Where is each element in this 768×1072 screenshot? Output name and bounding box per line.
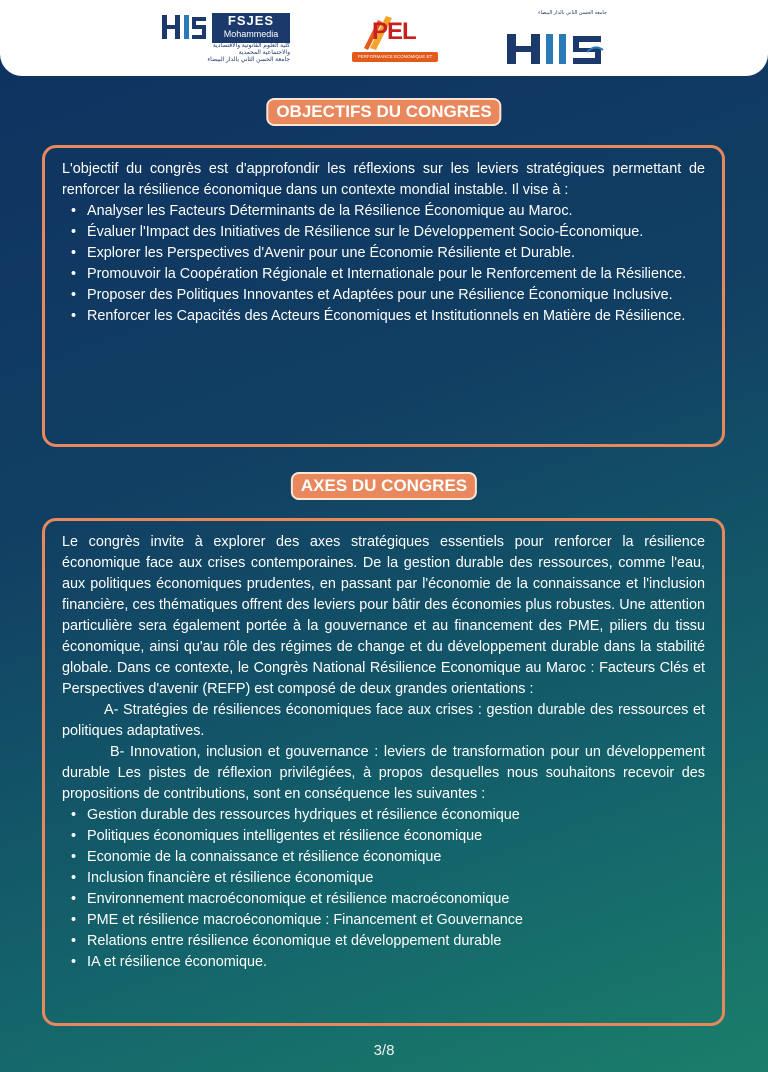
fsjes-emblem-icon xyxy=(162,13,208,41)
page-number: 3/8 xyxy=(373,1042,395,1059)
bullet-icon: • xyxy=(71,849,77,865)
list-item xyxy=(62,847,705,868)
axes-list xyxy=(62,805,705,973)
list-item-text: Economie de la connaissance et résilience économique xyxy=(87,849,442,865)
list-item-text: Environnement macroéconomique et résilience macroéconomique xyxy=(87,891,510,907)
list-item xyxy=(62,201,705,222)
list-item xyxy=(62,222,705,243)
header-logo-bar xyxy=(0,0,768,76)
pel-name: PEL xyxy=(372,18,416,45)
objectifs-title: OBJECTIFS DU CONGRES xyxy=(266,98,501,126)
bullet-icon: • xyxy=(71,933,77,949)
list-item-text: Explorer les Perspectives d'Avenir pour une Économie Résiliente et Durable. xyxy=(87,245,576,261)
bullet-icon: • xyxy=(71,224,77,240)
fsjes-arabic-line: كلية العلوم القانونية والاقتصادية xyxy=(212,43,290,49)
list-item xyxy=(62,306,705,327)
bullet-icon: • xyxy=(71,308,77,324)
list-item-text: Gestion durable des ressources hydriques et résilience économique xyxy=(87,807,520,823)
bullet-icon: • xyxy=(71,891,77,907)
list-item xyxy=(62,889,705,910)
list-item-text: Évaluer l'Impact des Initiatives de Résilience sur le Développement Socio-Économique. xyxy=(87,224,644,240)
list-item xyxy=(62,826,705,847)
bullet-icon: • xyxy=(71,807,77,823)
list-item-text: Analyser les Facteurs Déterminants de la Résilience Économique au Maroc. xyxy=(87,203,573,219)
list-item xyxy=(62,868,705,889)
list-item-text: PME et résilience macroéconomique : Financement et Gouvernance xyxy=(87,912,523,928)
axes-panel xyxy=(42,518,725,1026)
fsjes-arabic-name xyxy=(162,43,290,64)
bullet-icon: • xyxy=(71,870,77,886)
list-item-text: Politiques économiques intelligentes et résilience économique xyxy=(87,828,483,844)
fsjes-logo xyxy=(162,10,290,66)
list-item xyxy=(62,931,705,952)
axis-a: A- Stratégies de résiliences économiques face aux crises : gestion durable des ressources et politiques adaptatives. xyxy=(62,702,705,739)
axes-title: AXES DU CONGRES xyxy=(291,472,477,500)
objectifs-panel xyxy=(42,145,725,447)
axis-b: B- Innovation, inclusion et gouvernance : leviers de transformation pour un développement durable Les pistes de réflexion privilégiées, à propos desquelles nous souhaitons recevoir des propositions de contributions, sont en conséquence les suivantes : xyxy=(62,744,705,802)
list-item xyxy=(62,952,705,973)
bullet-icon: • xyxy=(71,954,77,970)
uh2-arabic-name: جامعة الحسن الثاني بالدار البيضاء xyxy=(538,10,607,16)
objectifs-intro: L'objectif du congrès est d'approfondir les réflexions sur les leviers stratégiques permettant de renforcer la résilience économique dans un contexte mondial instable. Il vise à : xyxy=(62,161,705,198)
bullet-icon: • xyxy=(71,912,77,928)
list-item-text: Relations entre résilience économique et développement durable xyxy=(87,933,502,949)
bullet-icon: • xyxy=(71,828,77,844)
fsjes-name-box xyxy=(212,13,290,43)
fsjes-arabic-line: والاجتماعية المحمدية xyxy=(238,50,290,56)
list-item xyxy=(62,264,705,285)
list-item xyxy=(62,243,705,264)
uh2-logo xyxy=(505,10,607,66)
fsjes-title: FSJES xyxy=(227,13,275,28)
fsjes-subtitle: Mohammedia xyxy=(223,29,279,39)
list-item-text: IA et résilience économique. xyxy=(87,954,267,970)
fsjes-arabic-line: جامعة الحسن الثاني بالدار البيضاء xyxy=(207,57,290,63)
pel-logo xyxy=(352,10,438,69)
axes-intro: Le congrès invite à explorer des axes stratégiques essentiels pour renforcer la résilience économique face aux crises contemporaines. De la gestion durable des ressources, comme l'eau, aux politiques économiques prudentes, en passant par l'économie de la connaissance et l'inclusion financière, ces thématiques offrent des leviers pour bâtir des économies plus robustes. Une attention particulière sera également portée à la gouvernance et au financement des PME, piliers du tissu économique, ainsi qu'au rôle des régimes de change et du développement durable dans la stabilité globale. Dans ce contexte, le Congrès National Résilience Economique au Maroc : Facteurs Clés et Perspectives d'avenir (REFP) est composé de deux grandes orientations : xyxy=(62,534,705,697)
list-item-text: Inclusion financière et résilience économique xyxy=(87,870,374,886)
objectifs-list xyxy=(62,201,705,327)
bullet-icon: • xyxy=(71,266,77,282)
uh2-emblem-icon xyxy=(505,28,607,66)
bullet-icon: • xyxy=(71,245,77,261)
bullet-icon: • xyxy=(71,287,77,303)
list-item xyxy=(62,285,705,306)
pel-tagline: PERFORMANCE ECONOMIQUE ET LOGISTIQUE xyxy=(352,52,438,62)
list-item-text: Renforcer les Capacités des Acteurs Économiques et Institutionnels en Matière de Résilience. xyxy=(87,308,686,324)
list-item xyxy=(62,910,705,931)
bullet-icon: • xyxy=(71,203,77,219)
list-item-text: Proposer des Politiques Innovantes et Adaptées pour une Résilience Économique Inclusive. xyxy=(87,287,673,303)
list-item-text: Promouvoir la Coopération Régionale et Internationale pour le Renforcement de la Résilience. xyxy=(87,266,687,282)
list-item xyxy=(62,805,705,826)
